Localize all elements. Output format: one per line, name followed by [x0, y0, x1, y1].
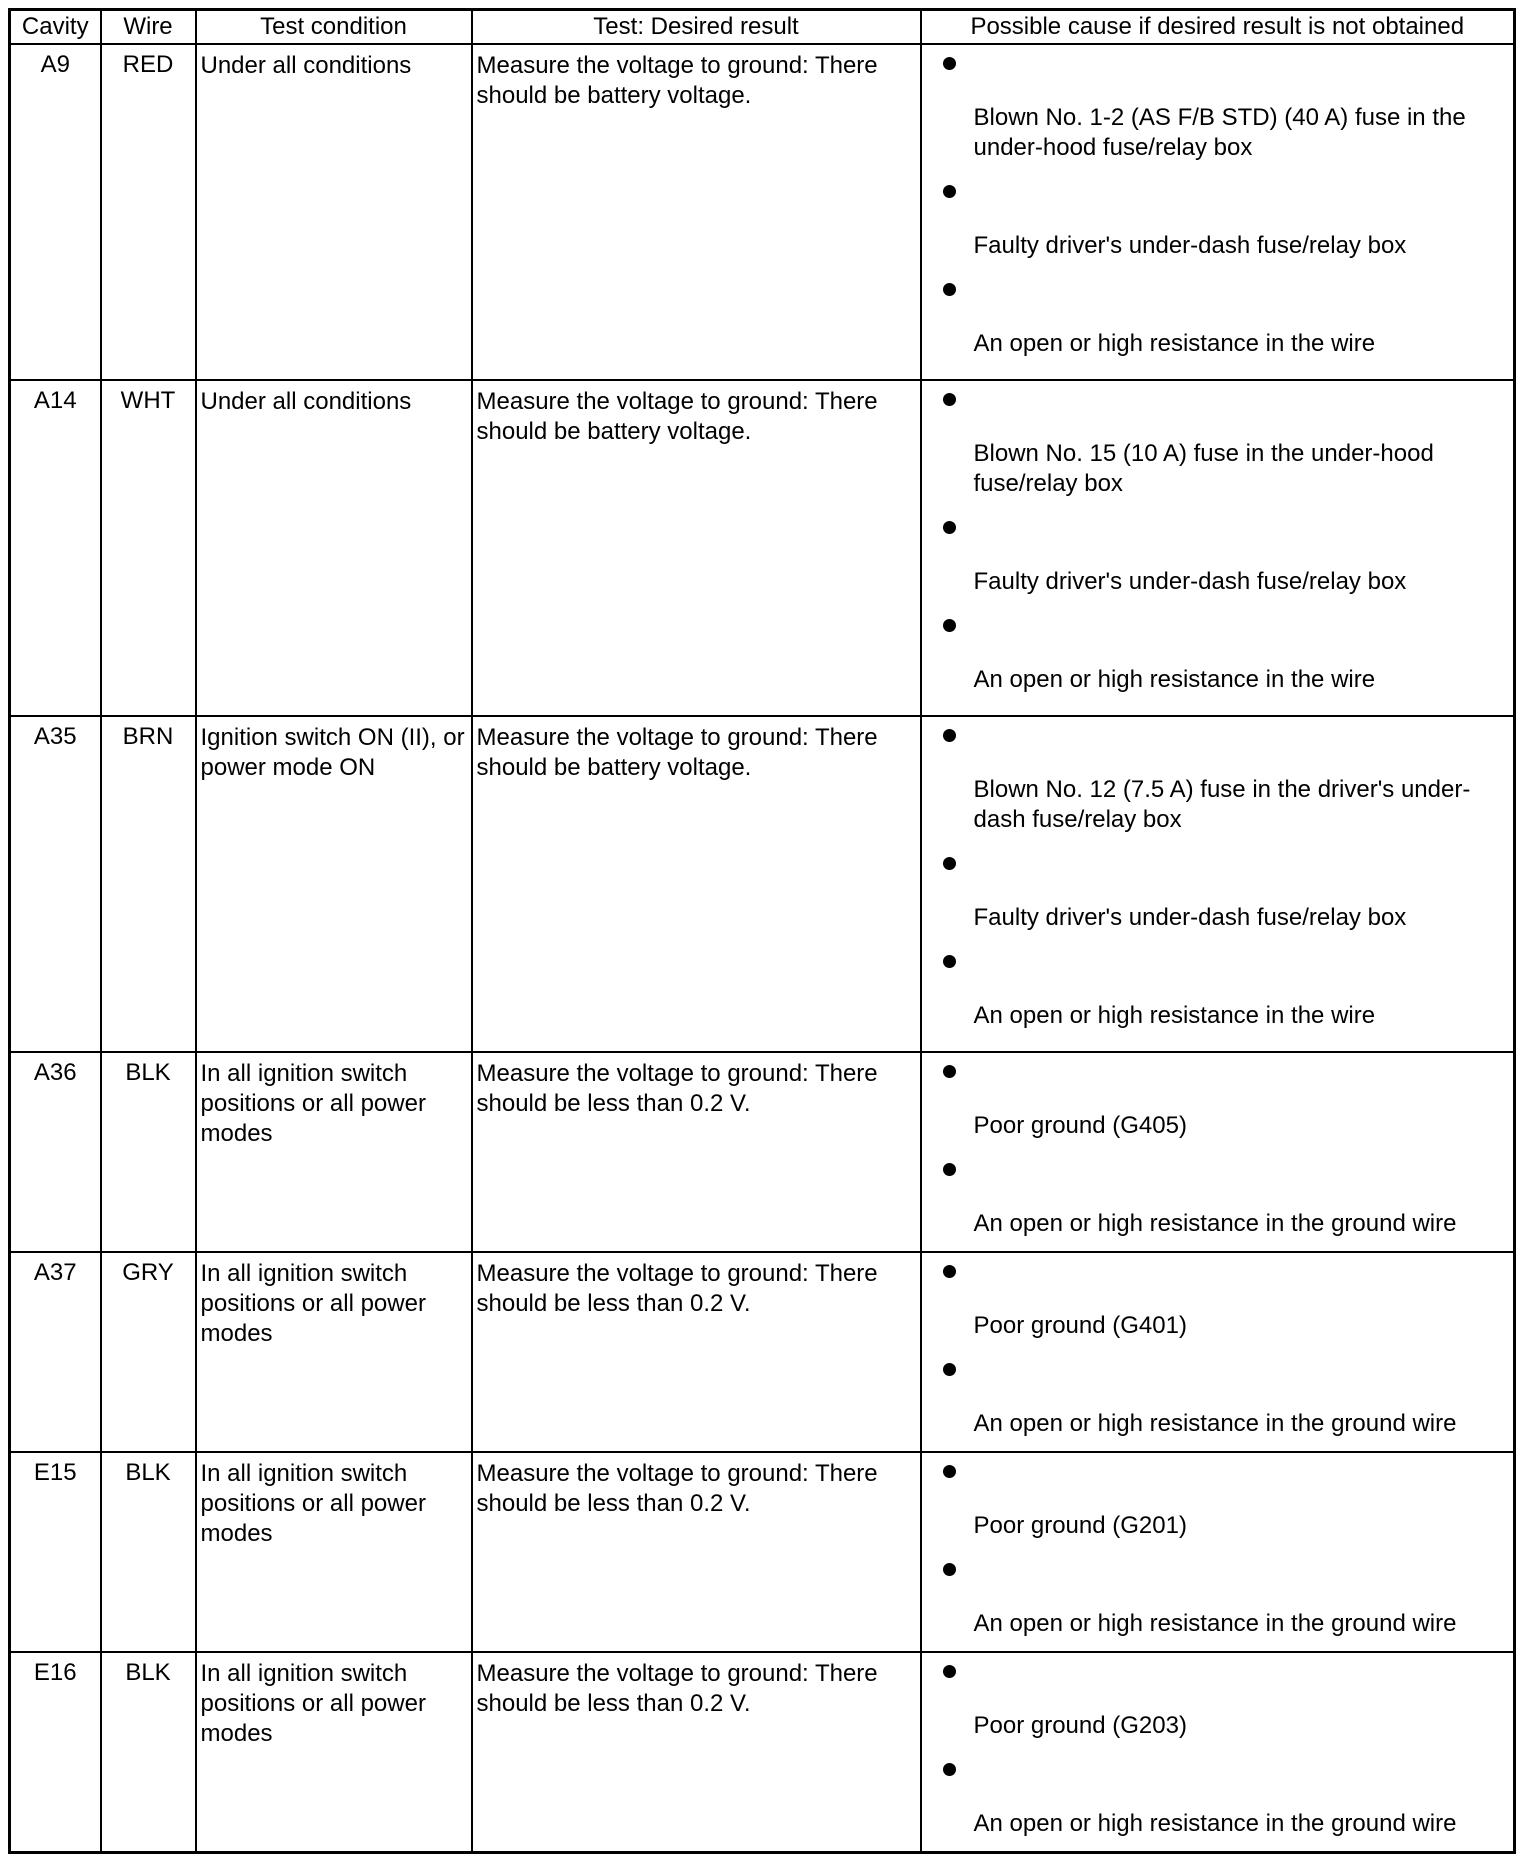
- cause-item: [922, 1053, 1514, 1141]
- cause-item: [922, 509, 1514, 597]
- test-condition-cell: Under all conditions: [196, 44, 472, 380]
- header-cavity: Cavity: [10, 10, 101, 45]
- cavity-cell: A37: [10, 1252, 101, 1452]
- cause-item: [922, 1351, 1514, 1439]
- bullet-icon: [943, 1465, 956, 1478]
- cause-item: [922, 943, 1514, 1031]
- bullet-icon: [943, 1363, 956, 1376]
- cause-item: [922, 1653, 1514, 1741]
- cause-item: [922, 1751, 1514, 1839]
- bullet-icon: [943, 521, 956, 534]
- table-row: [10, 380, 1515, 716]
- test-condition-cell: In all ignition switch positions or all power modes: [196, 1652, 472, 1853]
- cause-list: [922, 45, 1514, 359]
- cause-text: An open or high resistance in the ground wire: [973, 1410, 1457, 1437]
- cause-text: An open or high resistance in the wire: [973, 666, 1376, 693]
- cause-text: Poor ground (G401): [973, 1312, 1187, 1339]
- cause-text: Faulty driver's under-dash fuse/relay box: [973, 232, 1407, 259]
- cause-list: [922, 1253, 1514, 1439]
- bullet-icon: [943, 1763, 956, 1776]
- bullet-icon: [943, 57, 956, 70]
- possible-cause-cell: [921, 1052, 1515, 1252]
- cause-item: [922, 173, 1514, 261]
- cavity-cell: A9: [10, 44, 101, 380]
- cause-text: Poor ground (G405): [973, 1112, 1187, 1139]
- cause-text: An open or high resistance in the ground wire: [973, 1210, 1457, 1237]
- cause-text: An open or high resistance in the wire: [973, 330, 1376, 357]
- desired-result-cell: Measure the voltage to ground: There should be less than 0.2 V.: [472, 1252, 921, 1452]
- connector-test-table: [8, 8, 1516, 1854]
- cause-list: [922, 1453, 1514, 1639]
- cause-text: Faulty driver's under-dash fuse/relay box: [973, 568, 1407, 595]
- cause-item: [922, 607, 1514, 695]
- desired-result-cell: Measure the voltage to ground: There should be less than 0.2 V.: [472, 1052, 921, 1252]
- bullet-icon: [943, 857, 956, 870]
- cause-text: Blown No. 15 (10 A) fuse in the under-hood fuse/relay box: [973, 440, 1434, 497]
- cavity-cell: E15: [10, 1452, 101, 1652]
- cause-item: [922, 381, 1514, 499]
- cause-item: [922, 1151, 1514, 1239]
- possible-cause-cell: [921, 1452, 1515, 1652]
- cause-list: [922, 381, 1514, 695]
- cause-item: [922, 845, 1514, 933]
- header-wire: Wire: [101, 10, 196, 45]
- test-condition-cell: Ignition switch ON (II), or power mode ON: [196, 716, 472, 1052]
- cause-list: [922, 1053, 1514, 1239]
- possible-cause-cell: [921, 1252, 1515, 1452]
- test-condition-cell: In all ignition switch positions or all power modes: [196, 1052, 472, 1252]
- possible-cause-cell: [921, 380, 1515, 716]
- table-header-row: [10, 10, 1515, 45]
- cause-item: [922, 45, 1514, 163]
- header-test-condition: Test condition: [196, 10, 472, 45]
- bullet-icon: [943, 1163, 956, 1176]
- possible-cause-cell: [921, 1652, 1515, 1853]
- cause-text: An open or high resistance in the ground wire: [973, 1610, 1457, 1637]
- bullet-icon: [943, 1265, 956, 1278]
- wire-cell: BLK: [101, 1652, 196, 1853]
- cause-item: [922, 271, 1514, 359]
- table-row: [10, 1452, 1515, 1652]
- cavity-cell: A35: [10, 716, 101, 1052]
- cause-text: Faulty driver's under-dash fuse/relay box: [973, 904, 1407, 931]
- table-row: [10, 44, 1515, 380]
- possible-cause-cell: [921, 716, 1515, 1052]
- bullet-icon: [943, 955, 956, 968]
- bullet-icon: [943, 1065, 956, 1078]
- cause-item: [922, 1453, 1514, 1541]
- cause-text: Blown No. 12 (7.5 A) fuse in the driver's under-dash fuse/relay box: [973, 776, 1471, 833]
- table-row: [10, 716, 1515, 1052]
- wire-cell: RED: [101, 44, 196, 380]
- test-condition-cell: In all ignition switch positions or all power modes: [196, 1452, 472, 1652]
- bullet-icon: [943, 729, 956, 742]
- table-row: [10, 1252, 1515, 1452]
- cavity-cell: E16: [10, 1652, 101, 1853]
- cause-item: [922, 1253, 1514, 1341]
- cause-text: Blown No. 1-2 (AS F/B STD) (40 A) fuse in the under-hood fuse/relay box: [973, 104, 1466, 161]
- cavity-cell: A36: [10, 1052, 101, 1252]
- desired-result-cell: Measure the voltage to ground: There should be less than 0.2 V.: [472, 1452, 921, 1652]
- desired-result-cell: Measure the voltage to ground: There should be battery voltage.: [472, 716, 921, 1052]
- table-row: [10, 1052, 1515, 1252]
- possible-cause-cell: [921, 44, 1515, 380]
- cause-text: Poor ground (G201): [973, 1512, 1187, 1539]
- cause-item: [922, 1551, 1514, 1639]
- cause-text: Poor ground (G203): [973, 1712, 1187, 1739]
- bullet-icon: [943, 283, 956, 296]
- wire-cell: WHT: [101, 380, 196, 716]
- bullet-icon: [943, 185, 956, 198]
- cause-item: [922, 717, 1514, 835]
- test-condition-cell: In all ignition switch positions or all power modes: [196, 1252, 472, 1452]
- bullet-icon: [943, 1665, 956, 1678]
- desired-result-cell: Measure the voltage to ground: There should be battery voltage.: [472, 380, 921, 716]
- bullet-icon: [943, 393, 956, 406]
- desired-result-cell: Measure the voltage to ground: There should be battery voltage.: [472, 44, 921, 380]
- test-condition-cell: Under all conditions: [196, 380, 472, 716]
- table-body: [10, 44, 1515, 1853]
- wire-cell: BLK: [101, 1452, 196, 1652]
- table-row: [10, 1652, 1515, 1853]
- header-desired-result: Test: Desired result: [472, 10, 921, 45]
- wire-cell: BLK: [101, 1052, 196, 1252]
- header-possible-cause: Possible cause if desired result is not obtained: [921, 10, 1515, 45]
- bullet-icon: [943, 619, 956, 632]
- cavity-cell: A14: [10, 380, 101, 716]
- wire-cell: GRY: [101, 1252, 196, 1452]
- desired-result-cell: Measure the voltage to ground: There should be less than 0.2 V.: [472, 1652, 921, 1853]
- bullet-icon: [943, 1563, 956, 1576]
- cause-text: An open or high resistance in the ground wire: [973, 1810, 1457, 1837]
- cause-list: [922, 1653, 1514, 1839]
- cause-text: An open or high resistance in the wire: [973, 1002, 1376, 1029]
- cause-list: [922, 717, 1514, 1031]
- wire-cell: BRN: [101, 716, 196, 1052]
